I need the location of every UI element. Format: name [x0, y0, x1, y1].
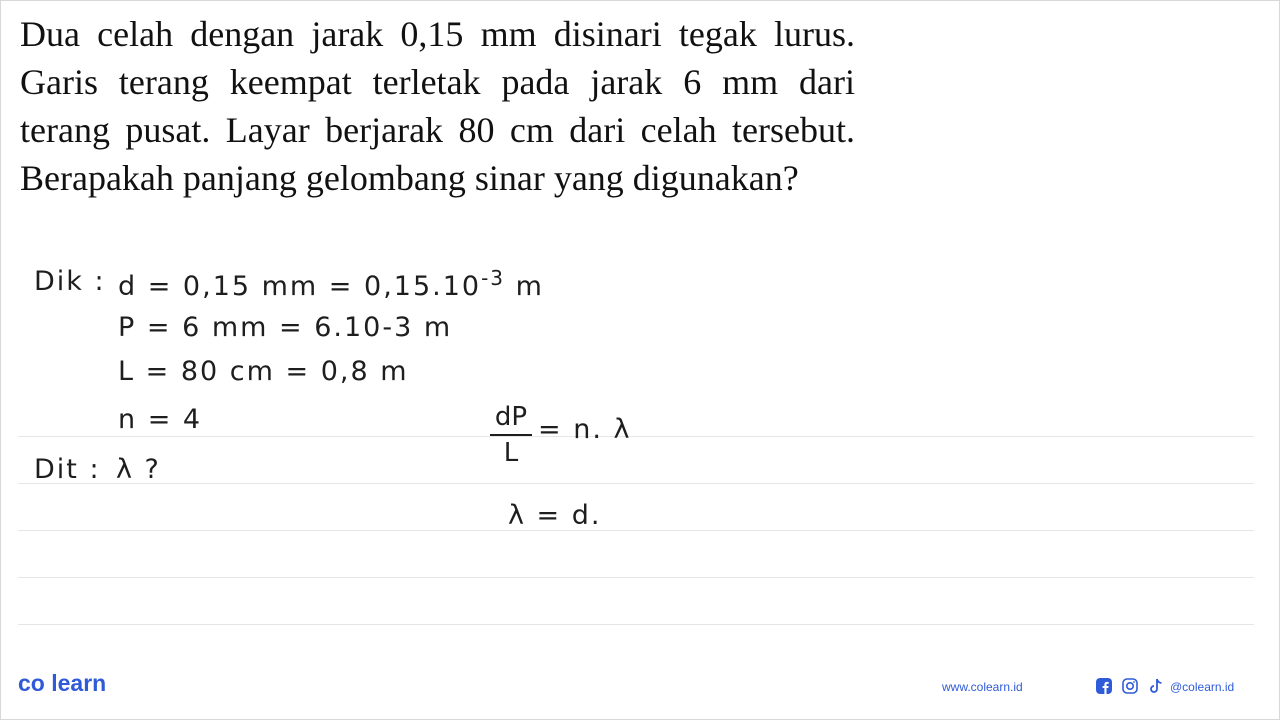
website-link[interactable]: www.colearn.id	[942, 680, 1023, 694]
social-handle: @colearn.id	[1170, 680, 1235, 694]
fraction-denominator: L	[503, 438, 519, 468]
dit-value: λ ?	[116, 454, 161, 485]
problem-text: Dua celah dengan jarak 0,15 mm disinari tegak lurus. Garis terang keempat terletak pada jarak 6 mm dari terang pusat. Layar berjarak 80 cm dari celah tersebut. Berapakah panjang gelombang sinar yang digunakan?	[20, 14, 855, 198]
fraction-bar	[490, 434, 532, 436]
given-d-text: d = 0,15 mm = 0,15.10	[118, 271, 482, 302]
given-p: P = 6 mm = 6.10-3 m	[118, 312, 453, 343]
given-d-exponent: -3	[481, 266, 506, 290]
given-d	[118, 266, 544, 302]
formula-rhs: = n. λ	[538, 414, 632, 445]
fraction-numerator: dP	[494, 402, 528, 432]
given-l: L = 80 cm = 0,8 m	[118, 356, 409, 387]
given-n: n = 4	[118, 404, 203, 435]
facebook-icon[interactable]	[1096, 678, 1112, 694]
lambda-equation: λ = d.	[508, 500, 602, 531]
ruled-line	[18, 483, 1254, 484]
given-d-unit: m	[515, 271, 544, 302]
tiktok-icon[interactable]	[1148, 678, 1164, 694]
instagram-icon[interactable]	[1122, 678, 1138, 694]
ruled-line	[18, 530, 1254, 531]
formula-fraction	[490, 402, 532, 468]
dik-label: Dik :	[34, 266, 106, 297]
dit-label: Dit :	[34, 454, 101, 485]
ruled-line	[18, 624, 1254, 625]
colearn-logo: co learn	[18, 670, 107, 696]
ruled-line	[18, 577, 1254, 578]
ruled-line	[18, 436, 1254, 437]
